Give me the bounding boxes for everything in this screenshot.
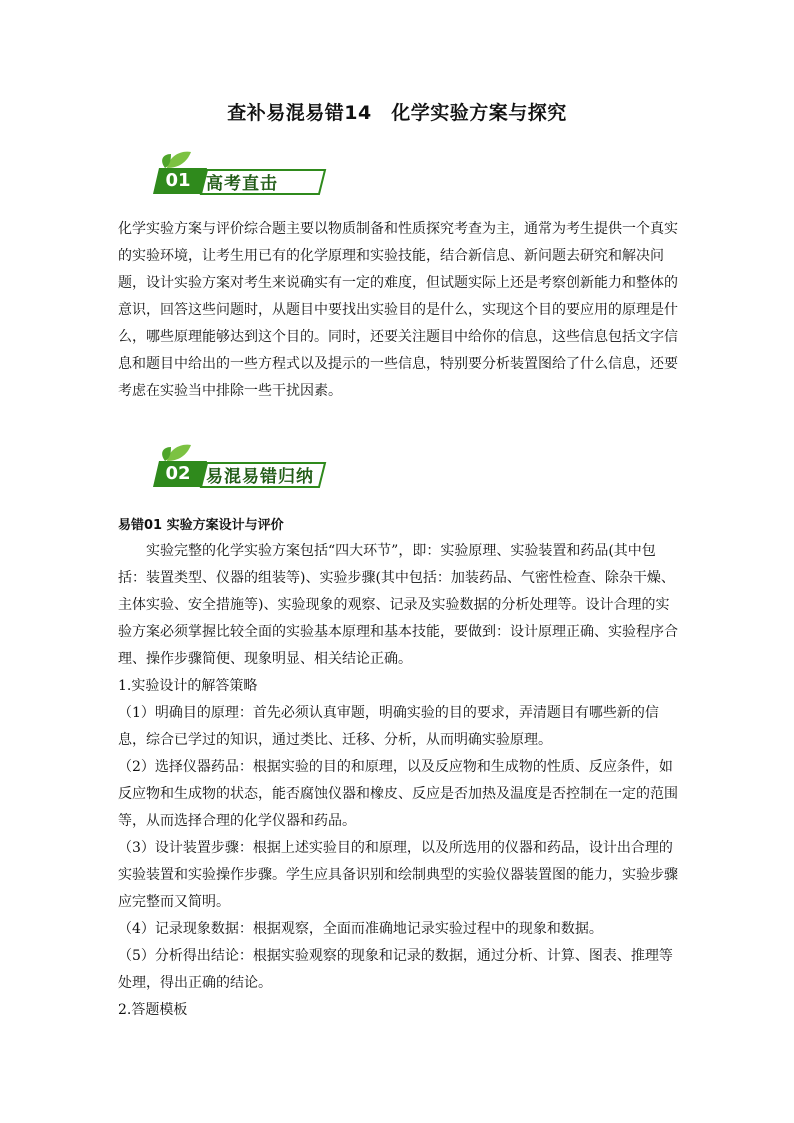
step-item: （4）记录现象数据：根据观察，全面而准确地记录实验过程中的现象和数据。 (118, 921, 603, 937)
step-item: （3）设计装置步骤：根据上述实验目的和原理，以及所选用的仪器和药品，设计出合理的实验装置和实验操作步骤。学生应具备识别和绘制典型的实验仪器装置图的能力，实验步骤应完整而又简明。 (118, 840, 678, 910)
section-label: 高考直击 (206, 174, 278, 194)
section-label: 易混易错归纳 (206, 467, 314, 487)
point-2-title: 2.答题模板 (118, 1002, 188, 1018)
page-title: 查补易混易错14 化学实验方案与探究 (227, 102, 567, 124)
scheme-intro-paragraph: 实验完整的化学实验方案包括“四大环节”，即：实验原理、实验装置和药品(其中包括：装置类型、仪器的组装等)、实验步骤(其中包括：加装药品、气密性检查、除杂干燥、主体实验、安全措施等)、实验现象的观察、记录及实验数据的分析处理等。设计合理的实验方案必须掌握比较全面的实验基本原理和基本技能，要做到：设计原理正确、实验程序合理、操作步骤简便、现象明显、相关结论正确。 (118, 543, 678, 667)
section-number: 01 (165, 170, 191, 191)
point-1-title: 1.实验设计的解答策略 (118, 678, 258, 694)
step-item: （1）明确目的原理：首先必须认真审题，明确实验的目的要求，弄清题目有哪些新的信息，综合已学过的知识，通过类比、迁移、分析，从而明确实验原理。 (118, 705, 659, 748)
section-number: 02 (165, 463, 191, 484)
step-item: （2）选择仪器药品：根据实验的目的和原理，以及反应物和生成物的性质、反应条件，如反应物和生成物的状态，能否腐蚀仪器和橡皮、反应是否加热及温度是否控制在一定的范围等，从而选择合理的化学仪器和药品。 (118, 759, 678, 829)
section-02-body (118, 538, 678, 1024)
section-header-02 (145, 441, 335, 489)
section-header-01 (145, 148, 335, 196)
intro-paragraph: 化学实验方案与评价综合题主要以物质制备和性质探究考查为主，通常为考生提供一个真实的实验环境，让考生用已有的化学原理和实验技能，结合新信息、新问题去研究和解决问题，设计实验方案对考生来说确实有一定的难度，但试题实际上还是考察创新能力和整体的意识，回答这些问题时，从题目中要找出实验目的是什么，实现这个目的要应用的原理是什么，哪些原理能够达到这个目的。同时，还要关注题目中给你的信息，这些信息包括文字信息和题目中给出的一些方程式以及提示的一些信息，特别要分析装置图给了什么信息，还要考虑在实验当中排除一些干扰因素。 (118, 221, 678, 399)
error-subheading: 易错01 实验方案设计与评价 (118, 518, 284, 533)
step-item: （5）分析得出结论：根据实验观察的现象和记录的数据，通过分析、计算、图表、推理等处理，得出正确的结论。 (118, 948, 673, 991)
section-01-body (118, 216, 678, 405)
